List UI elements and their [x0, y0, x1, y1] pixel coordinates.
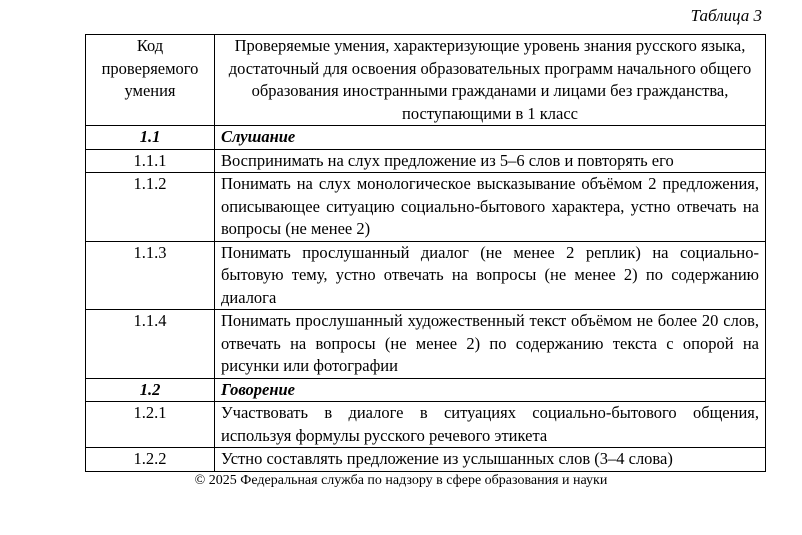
row-description: Понимать прослушанный диалог (не менее 2 реплик) на социально-бытовую тему, устно отвечать на вопросы (не менее 2) по содержанию диалога [215, 241, 766, 310]
table-header-row [86, 35, 766, 126]
table-caption: Таблица 3 [690, 6, 762, 25]
copyright-footer: © 2025 Федеральная служба по надзору в сфере образования и науки [194, 473, 608, 488]
section-row-listening [86, 126, 766, 150]
row-description: Участвовать в диалоге в ситуациях социально-бытового общения, используя формулы русского речевого этикета [215, 402, 766, 448]
table-row [86, 310, 766, 379]
row-description: Воспринимать на слух предложение из 5–6 слов и повторять его [215, 149, 766, 173]
row-description: Говорение [215, 378, 766, 402]
table-row [86, 241, 766, 310]
table-row [86, 448, 766, 472]
row-description: Слушание [215, 126, 766, 150]
row-code: 1.2 [86, 378, 215, 402]
section-row-speaking [86, 378, 766, 402]
row-code: 1.1.2 [86, 173, 215, 242]
row-code: 1.1.3 [86, 241, 215, 310]
row-code: 1.2.1 [86, 402, 215, 448]
table-row [86, 173, 766, 242]
row-description: Понимать на слух монологическое высказывание объёмом 2 предложения, описывающее ситуацию социально-бытового характера, устно отвечать на вопросы (не менее 2) [215, 173, 766, 242]
row-description: Понимать прослушанный художественный текст объёмом не более 20 слов, отвечать на вопросы (не менее 2) по содержанию текста с опорой на рисунки или фотографии [215, 310, 766, 379]
row-code: 1.1 [86, 126, 215, 150]
row-code: 1.2.2 [86, 448, 215, 472]
row-code: 1.1.1 [86, 149, 215, 173]
header-code: Код проверяемого умения [86, 35, 215, 126]
row-code: 1.1.4 [86, 310, 215, 379]
row-description: Устно составлять предложение из услышанных слов (3–4 слова) [215, 448, 766, 472]
skills-table [85, 34, 766, 472]
header-description: Проверяемые умения, характеризующие уровень знания русского языка, достаточный для освоения образовательных программ начального общего образования иностранными гражданами и лицами без гражданства, поступающими в 1 класс [215, 35, 766, 126]
table-row [86, 149, 766, 173]
table-row [86, 402, 766, 448]
